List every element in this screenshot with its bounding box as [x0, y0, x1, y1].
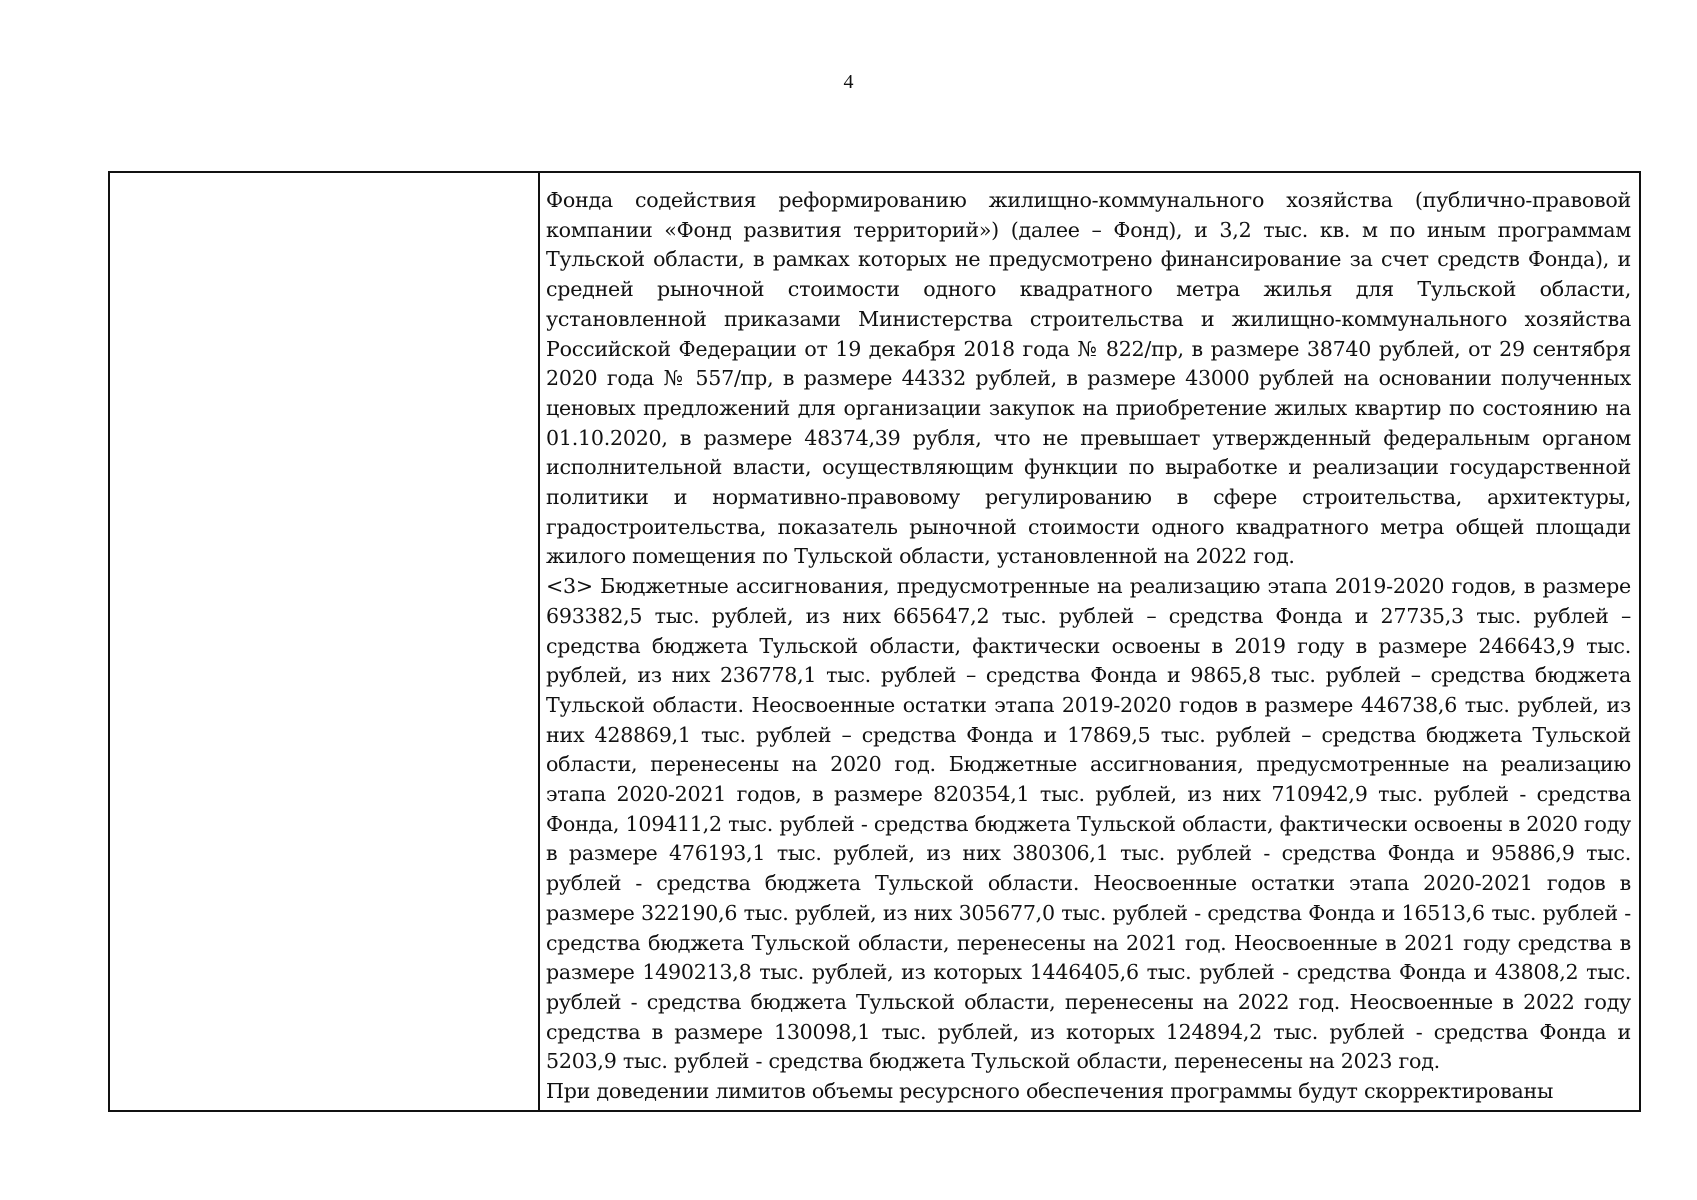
paragraph-fund-cost-basis: Фонда содействия реформированию жилищно-коммунального хозяйства (публично-правовой компании «Фонд развития территорий») (далее – Фонд), и 3,2 тыс. кв. м по иным программам Тульской области, в рамках которых не предусмотрено финансирование за счет средств Фонда), и средней рыночной стоимости одного квадратного метра жилья для Тульской области, установленной приказами Министерства строительства и жилищно-коммунального хозяйства Российской Федерации от 19 декабря 2018 года № 822/пр, в размере 38740 рублей, от 29 сентября 2020 года № 557/пр, в размере 44332 рублей, в размере 43000 рублей на основании полученных ценовых предложений для организации закупок на приобретение жилых квартир по состоянию на 01.10.2020, в размере 48374,39 рубля, что не превышает утвержденный федеральным органом исполнительной власти, осуществляющим функции по выработке и реализации государственной политики и нормативно-правовому регулированию в сфере строительства, архитектуры, градостроительства, показатель рыночной стоимости одного квадратного метра общей площади жилого помещения по Тульской области, установленной на 2022 год.	[546, 188, 1631, 569]
table-cell-left	[110, 173, 540, 1110]
document-table	[108, 171, 1641, 1112]
page-number: 4	[843, 71, 854, 93]
table-cell-right	[540, 173, 1639, 1110]
paragraph-note-3-budget: <3> Бюджетные ассигнования, предусмотренные на реализацию этапа 2019-2020 годов, в размере 693382,5 тыс. рублей, из них 665647,2 тыс. рублей – средства Фонда и 27735,3 тыс. рублей – средства бюджета Тульской области, фактически освоены в 2019 году в размере 246643,9 тыс. рублей, из них 236778,1 тыс. рублей – средства Фонда и 9865,8 тыс. рублей – средства бюджета Тульской области. Неосвоенные остатки этапа 2019-2020 годов в размере 446738,6 тыс. рублей, из них 428869,1 тыс. рублей – средства Фонда и 17869,5 тыс. рублей – средства бюджета Тульской области, перенесены на 2020 год. Бюджетные ассигнования, предусмотренные на реализацию этапа 2020-2021 годов, в размере 820354,1 тыс. рублей, из них 710942,9 тыс. рублей - средства Фонда, 109411,2 тыс. рублей - средства бюджета Тульской области, фактически освоены в 2020 году в размере 476193,1 тыс. рублей, из них 380306,1 тыс. рублей - средства Фонда и 95886,9 тыс. рублей - средства бюджета Тульской области. Неосвоенные остатки этапа 2020-2021 годов в размере 322190,6 тыс. рублей, из них 305677,0 тыс. рублей - средства Фонда и 16513,6 тыс. рублей - средства бюджета Тульской области, перенесены на 2021 год. Неосвоенные в 2021 году средства в размере 1490213,8 тыс. рублей, из которых 1446405,6 тыс. рублей - средства Фонда и 43808,2 тыс. рублей - средства бюджета Тульской области, перенесены на 2022 год. Неосвоенные в 2022 году средства в размере 130098,1 тыс. рублей, из которых 124894,2 тыс. рублей - средства Фонда и 5203,9 тыс. рублей - средства бюджета Тульской области, перенесены на 2023 год.	[546, 574, 1631, 1074]
paragraph-limits-adjustment: При доведении лимитов объемы ресурсного обеспечения программы будут скорректированы	[546, 1079, 1554, 1104]
